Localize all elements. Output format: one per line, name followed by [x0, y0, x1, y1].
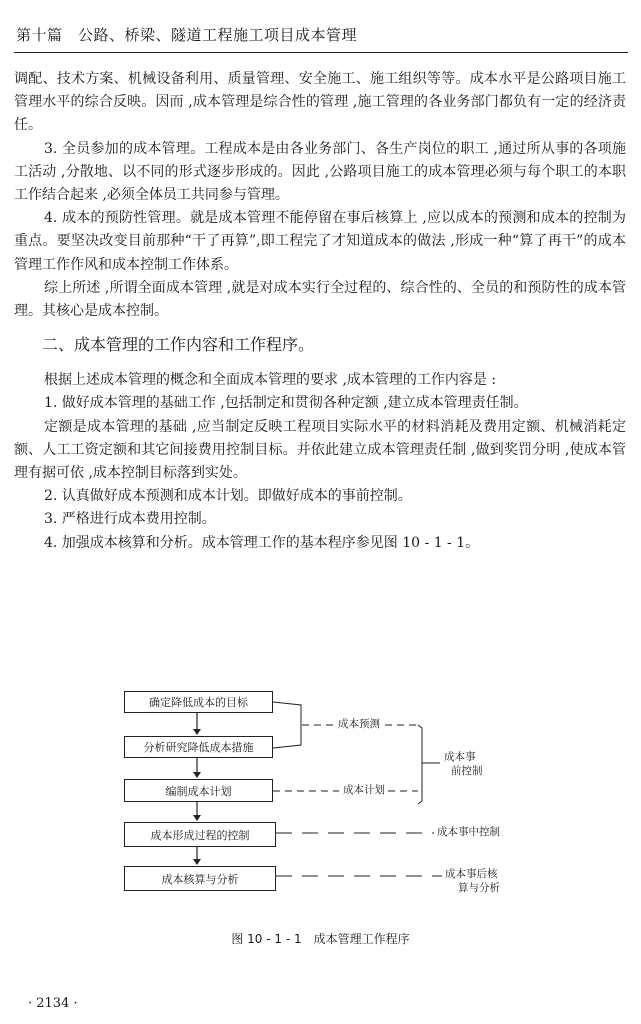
flowchart-lines [0, 676, 641, 906]
label-post-control-line2: 算与分析 [458, 882, 500, 894]
label-pre-control-line1: 成本事 [444, 751, 476, 763]
paragraph: 调配、技术方案、机械设备利用、质量管理、安全施工、施工组织等等。成本水平是公路项目施工管理水平的综合反映。因而 ,成本管理是综合性的管理 ,施工管理的各业务部门都负有一定的经济责任。 [14, 71, 626, 134]
paragraph: 4. 成本的预防性管理。就是成本管理不能停留在事后核算上 ,应以成本的预测和成本的控制为重点。要坚决改变目前那种“干了再算”,即工程完了才知道成本的做法 ,形成一种“算了再干”的成本管理工作作风和成本控制工作体系。 [14, 210, 626, 273]
list-item: 1. 做好成本管理的基础工作 ,包括制定和贯彻各种定额 ,建立成本管理责任制。 [44, 395, 528, 412]
flow-box: 分析研究降低成本措施 [124, 736, 273, 758]
body-text [14, 68, 626, 555]
flow-box: 成本核算与分析 [124, 866, 276, 891]
bracket-pre-control [418, 725, 422, 804]
flow-box: 编制成本计划 [124, 779, 273, 802]
arrow-head-1 [193, 729, 201, 735]
bracket-forecast [273, 702, 301, 748]
label-forecast: 成本预测 [338, 718, 380, 730]
label-in-control: 成本事中控制 [437, 826, 500, 838]
arrow-head-4 [193, 859, 201, 865]
paragraph: 定额是成本管理的基础 ,应当制定反映工程项目实际水平的材料消耗及费用定额、机械消耗定额、人工工资定额和其它间接费用控制目标。并依此建立成本管理责任制 ,做到奖罚分明 ,使成本管理有据可依 ,成本控制目标落到实处。 [14, 418, 626, 482]
label-post-control-line1: 成本事后核 [445, 868, 498, 880]
list-item: 3. 严格进行成本费用控制。 [44, 511, 216, 528]
label-pre-control-line2: 前控制 [451, 765, 483, 777]
list-item: 2. 认真做好成本预测和成本计划。即做好成本的事前控制。 [44, 488, 412, 505]
arrow-head-2 [193, 772, 201, 778]
arrow-head-3 [193, 815, 201, 821]
section-heading: 二、成本管理的工作内容和工作程序。 [42, 335, 315, 355]
flow-box: 确定降低成本的目标 [124, 691, 273, 713]
page-number: · 2134 · [28, 996, 78, 1011]
running-header: 第十篇 公路、桥梁、隧道工程施工项目成本管理 [16, 26, 358, 44]
label-plan: 成本计划 [343, 784, 385, 796]
figure-caption: 图 10 - 1 - 1 成本管理工作程序 [231, 932, 410, 946]
flow-box: 成本形成过程的控制 [124, 822, 276, 847]
header-rule [14, 52, 628, 53]
paragraph: 综上所述 ,所谓全面成本管理 ,就是对成本实行全过程的、综合性的、全员的和预防性的成本管理。其核心是成本控制。 [14, 279, 626, 320]
paragraph: 3. 全员参加的成本管理。工程成本是由各业务部门、各生产岗位的职工 ,通过所从事的各项施工活动 ,分散地、以不同的形式逐步形成的。因此 ,公路项目施工的成本管理必须与每个职工的本职工作结合起来 ,必须全体员工共同参与管理。 [14, 140, 626, 204]
list-item: 4. 加强成本核算和分析。成本管理工作的基本程序参见图 10 - 1 - 1。 [44, 534, 480, 551]
flowchart-figure [0, 676, 641, 906]
paragraph: 根据上述成本管理的概念和全面成本管理的要求 ,成本管理的工作内容是 : [44, 372, 497, 389]
